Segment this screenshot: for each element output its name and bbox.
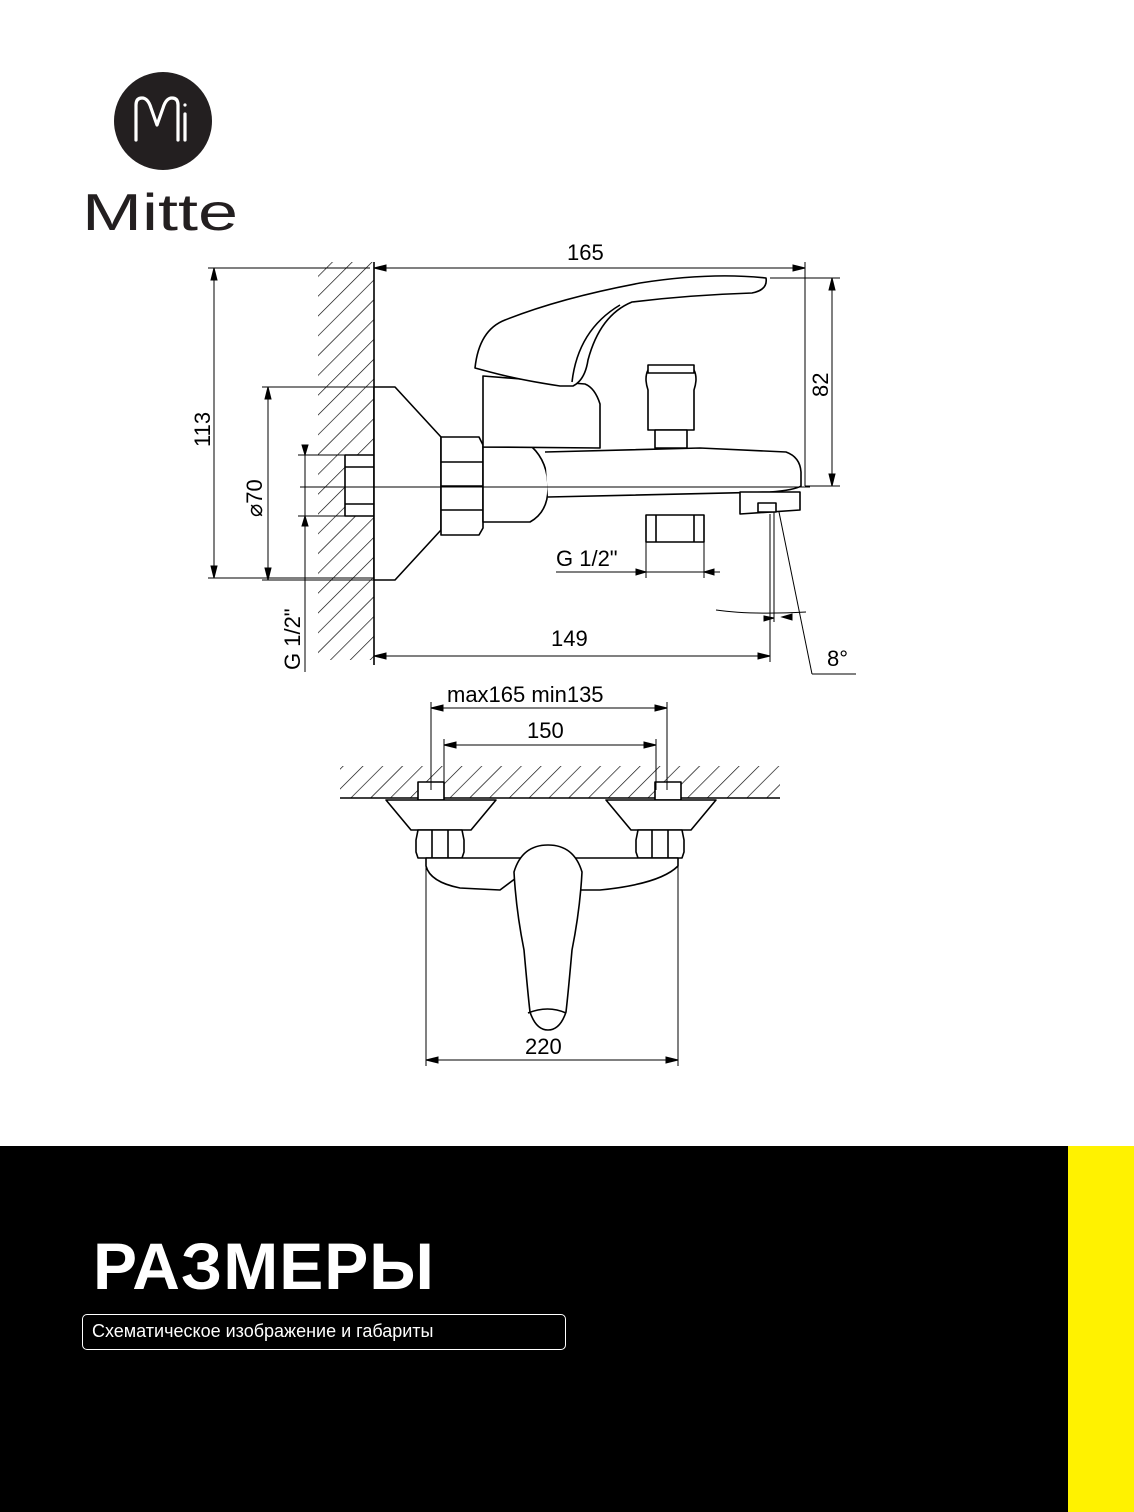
dim-body-width: 220	[525, 1034, 562, 1059]
footer-band	[0, 1146, 1134, 1512]
bottom-outlet	[646, 515, 704, 542]
dim-center-range: max165 min135	[447, 682, 604, 707]
dim-outlet-thread: G 1/2"	[556, 546, 618, 571]
dim-height: 82	[808, 372, 833, 397]
logo-wordmark: Mitte	[82, 184, 238, 242]
dim-spout-angle: 8°	[827, 646, 849, 671]
section-subtitle: Схематическое изображение и габариты	[82, 1314, 566, 1350]
left-flange	[386, 800, 496, 830]
mixer-body	[483, 447, 548, 522]
dim-center-nominal: 150	[527, 718, 564, 743]
inlet-pipe	[345, 455, 374, 516]
lever-handle	[475, 276, 766, 386]
cartridge-body	[483, 376, 600, 448]
ceiling-hatching	[340, 766, 780, 798]
dim-overall-width: 165	[567, 240, 604, 265]
dim-total-height: 113	[190, 411, 215, 447]
left-nut	[416, 830, 464, 858]
spout	[545, 448, 801, 497]
flange	[374, 387, 441, 580]
dim-spout-reach: 149	[551, 626, 588, 651]
right-flange	[606, 800, 716, 830]
diverter-knob	[646, 370, 696, 430]
right-nut	[636, 830, 684, 858]
top-view	[340, 766, 780, 1030]
dim-flange-diameter: ⌀70	[242, 479, 267, 517]
section-title: РАЗМЕРЫ	[93, 1229, 435, 1303]
dim-inlet-thread: G 1/2"	[280, 608, 305, 670]
side-view	[318, 262, 801, 665]
lever-top	[514, 845, 582, 1030]
accent-bar	[1068, 1146, 1134, 1512]
